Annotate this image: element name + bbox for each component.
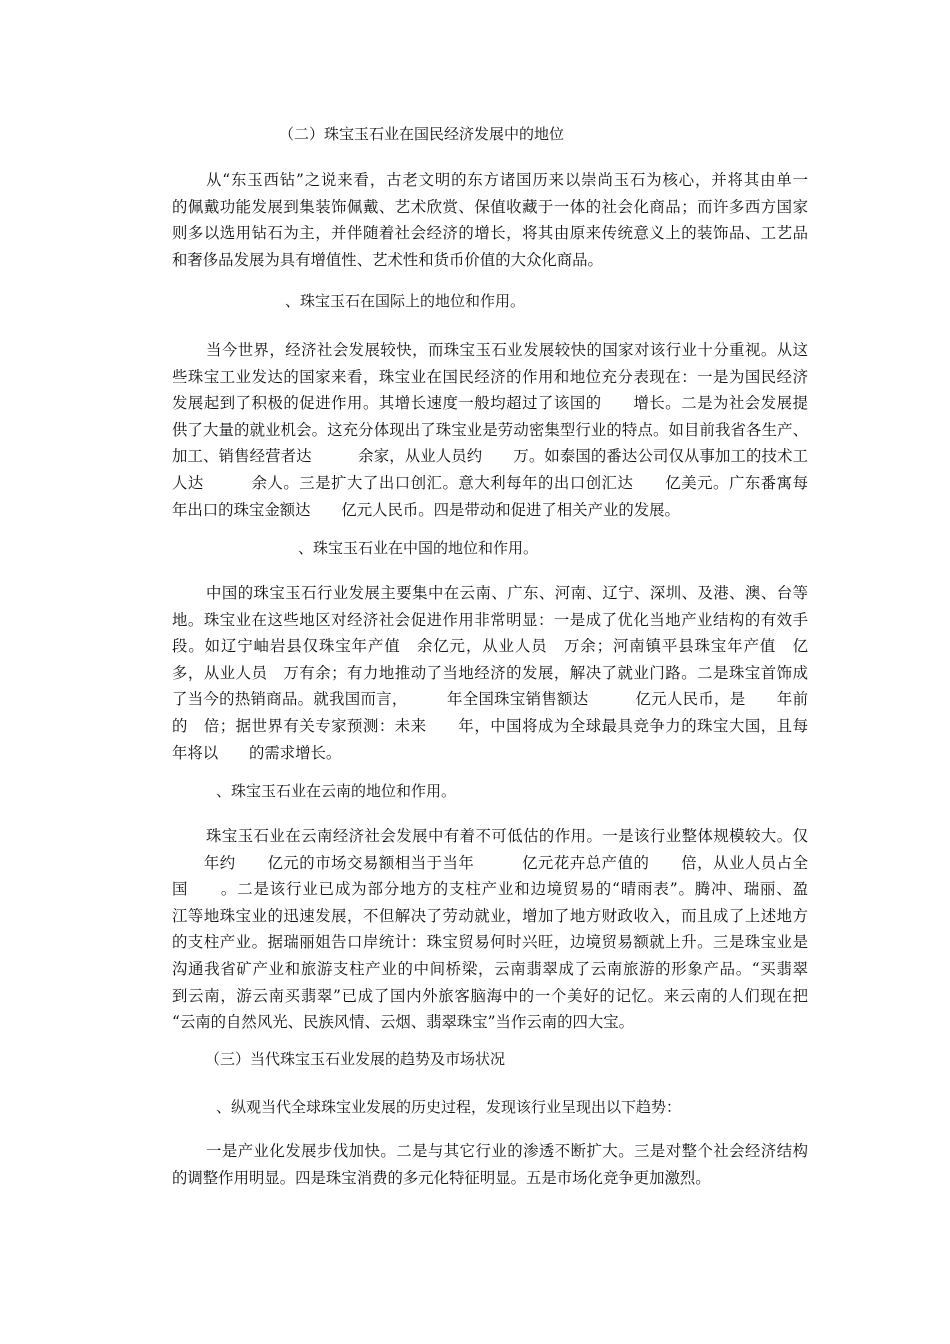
paragraph-line: 和奢侈品发展为具有增值性、艺术性和货币价值的大众化商品。 bbox=[172, 250, 603, 269]
paragraph-yunnan bbox=[172, 823, 808, 1036]
paragraph-line: 到云南，游云南买翡翠”已成了国内外旅客脑海中的一个美好的记忆。来云南的人们现在把 bbox=[172, 986, 808, 1005]
paragraph-line: 的 倍；据世界有关专家预测：未来 年，中国将成为全球最具竞争力的珠宝大国，且每 bbox=[172, 716, 808, 735]
paragraph-line: 地。珠宝业在这些地区对经济社会促进作用非常明显：一是成了优化当地产业结构的有效手 bbox=[172, 610, 808, 629]
paragraph-line: 加工、销售经营者达 余家，从业人员约 万。如泰国的番达公司仅从事加工的技术工 bbox=[172, 447, 808, 466]
subheading-china: 、珠宝玉石业在中国的地位和作用。 bbox=[298, 539, 539, 557]
paragraph-line: 年约 亿元的市场交易额相当于当年 亿元花卉总产值的 倍，从业人员占全 bbox=[172, 853, 808, 872]
paragraph-line: “云南的自然风光、民族风情、云烟、翡翠珠宝”当作云南的四大宝。 bbox=[172, 1013, 635, 1032]
paragraph-line: 当今世界，经济社会发展较快，而珠宝玉石业发展较快的国家对该行业十分重视。从这 bbox=[206, 341, 808, 359]
paragraph-china bbox=[172, 580, 808, 766]
paragraph-line: 发展起到了积极的促进作用。其增长速度一般均超过了该国的 增长。二是为社会发展提 bbox=[172, 394, 808, 413]
paragraph-line: 了当今的热销商品。就我国而言， 年全国珠宝销售额达 亿元人民币，是 年前 bbox=[172, 690, 808, 709]
paragraph-line: 珠宝玉石业在云南经济社会发展中有着不可低估的作用。一是该行业整体规模较大。仅 bbox=[206, 827, 808, 845]
subheading-trends: 、纵观当代全球珠宝业发展的历史过程，发现该行业呈现出以下趋势： bbox=[216, 1098, 682, 1116]
section-heading-3: （三）当代珠宝玉石业发展的趋势及市场状况 bbox=[205, 1050, 506, 1068]
paragraph-line: 多，从业人员 万有余；有力地推动了当地经济的发展，解决了就业门路。二是珠宝首饰成 bbox=[172, 663, 808, 682]
paragraph-line: 国 。二是该行业已成为部分地方的支柱产业和边境贸易的“晴雨表”。腾冲、瑞丽、盈 bbox=[172, 880, 808, 899]
paragraph-line: 年将以 的需求增长。 bbox=[172, 743, 342, 762]
paragraph-east-jade-west-diamond bbox=[172, 167, 808, 273]
section-heading-2: （二）珠宝玉石业在国民经济发展中的地位 bbox=[279, 125, 565, 143]
subheading-yunnan: 、珠宝玉石业在云南的地位和作用。 bbox=[216, 782, 457, 800]
paragraph-line: 则多以选用钻石为主，并伴随着社会经济的增长，将其由原来传统意义上的装饰品、工艺品 bbox=[172, 224, 808, 243]
paragraph-line: 些珠宝工业发达的国家来看，珠宝业在国民经济的作用和地位充分表现在：一是为国民经济 bbox=[172, 367, 808, 386]
paragraph-line: 一是产业化发展步伐加快。二是与其它行业的渗透不断扩大。三是对整个社会经济结构 bbox=[206, 1142, 808, 1160]
paragraph-line: 的调整作用明显。四是珠宝消费的多元化特征明显。五是市场化竞争更加激烈。 bbox=[172, 1168, 711, 1187]
paragraph-line: 年出口的珠宝金额达 亿元人民币。四是带动和促进了相关产业的发展。 bbox=[172, 500, 680, 519]
paragraph-international bbox=[172, 337, 808, 523]
paragraph-line: 供了大量的就业机会。这充分体现出了珠宝业是劳动密集型行业的特点。如目前我省各生产、 bbox=[172, 420, 808, 439]
paragraph-trends bbox=[172, 1138, 808, 1191]
paragraph-line: 段。如辽宁岫岩县仅珠宝年产值 余亿元，从业人员 万余；河南镇平县珠宝年产值 亿 bbox=[172, 637, 808, 656]
paragraph-line: 沟通我省矿产业和旅游支柱产业的中间桥梁，云南翡翠成了云南旅游的形象产品。“买翡翠 bbox=[172, 959, 808, 978]
paragraph-line: 从“东玉西钻”之说来看，古老文明的东方诸国历来以崇尚玉石为核心，并将其由单一 bbox=[206, 171, 808, 189]
paragraph-line: 的支柱产业。据瑞丽姐告口岸统计：珠宝贸易何时兴旺，边境贸易额就上升。三是珠宝业是 bbox=[172, 933, 808, 952]
paragraph-line: 中国的珠宝玉石行业发展主要集中在云南、广东、河南、辽宁、深圳、及港、澳、台等 bbox=[206, 584, 808, 602]
paragraph-line: 的佩戴功能发展到集装饰佩戴、艺术欣赏、保值收藏于一体的社会化商品；而许多西方国家 bbox=[172, 197, 808, 216]
paragraph-line: 江等地珠宝业的迅速发展，不但解决了劳动就业，增加了地方财政收入，而且成了上述地方 bbox=[172, 906, 808, 925]
paragraph-line: 人达 余人。三是扩大了出口创汇。意大利每年的出口创汇达 亿美元。广东番寓每 bbox=[172, 473, 808, 492]
subheading-international: 、珠宝玉石在国际上的地位和作用。 bbox=[285, 292, 526, 310]
